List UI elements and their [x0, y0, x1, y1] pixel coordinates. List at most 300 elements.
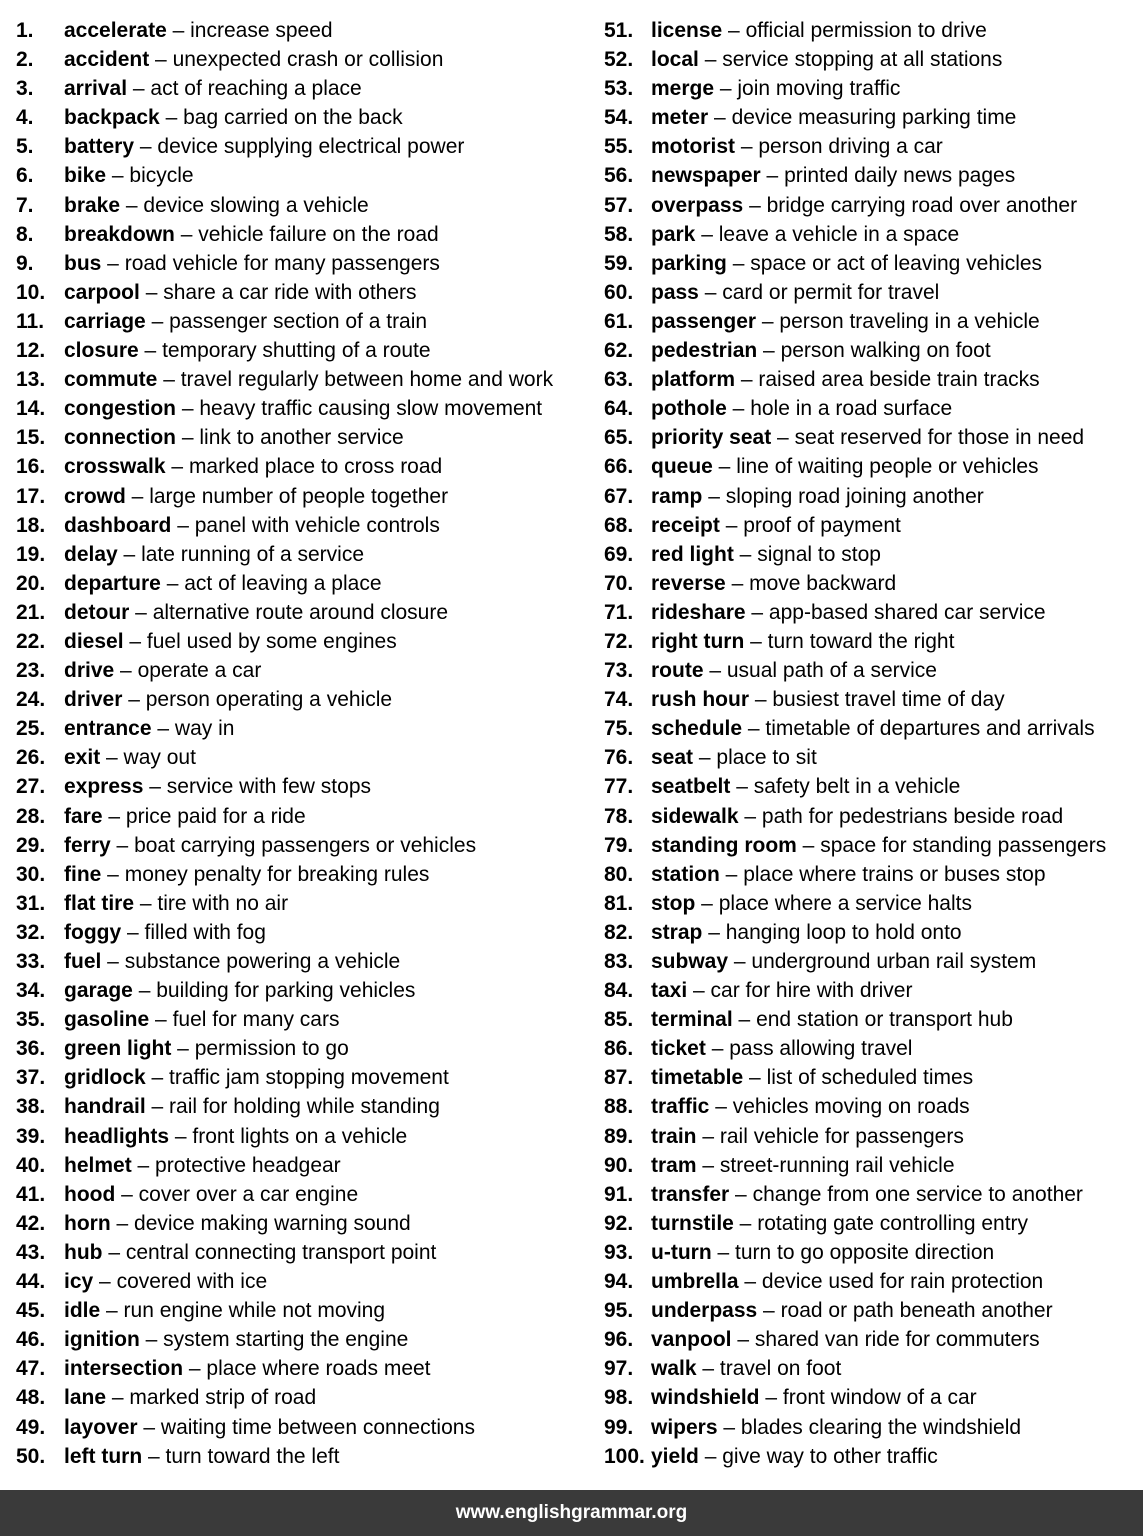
entry-term: seatbelt — [651, 775, 731, 799]
entry-number: 93. — [604, 1240, 634, 1264]
vocabulary-entry — [604, 1063, 1134, 1092]
vocabulary-entry — [604, 1180, 1134, 1209]
vocabulary-entry — [604, 278, 1134, 307]
entry-separator: – — [696, 1357, 720, 1381]
entry-separator: – — [730, 775, 754, 799]
vocabulary-entry — [604, 1122, 1134, 1151]
entry-term: station — [651, 862, 720, 886]
entry-separator: – — [138, 339, 163, 363]
entry-term: right turn — [651, 629, 745, 653]
entry-number: 25. — [16, 717, 46, 741]
entry-definition: join moving traffic — [737, 77, 901, 101]
entry-term: hub — [64, 1240, 103, 1264]
entry-number: 84. — [604, 979, 634, 1003]
entry-number: 26. — [16, 746, 46, 770]
entry-definition: service with few stops — [166, 775, 372, 799]
entry-term: breakdown — [64, 222, 175, 246]
entry-term: bike — [64, 164, 107, 188]
vocabulary-entry — [604, 598, 1134, 627]
vocabulary-entry — [16, 1209, 588, 1238]
entry-separator: – — [757, 339, 781, 363]
entry-number: 41. — [16, 1182, 46, 1206]
footer-website: www.englishgrammar.org — [455, 1502, 688, 1523]
entry-definition: central connecting transport point — [125, 1240, 437, 1264]
vocabulary-entry — [16, 394, 588, 423]
entry-term: brake — [64, 193, 121, 217]
entry-term: battery — [64, 135, 135, 159]
entry-separator: – — [743, 1066, 767, 1090]
entry-term: passenger — [651, 309, 757, 333]
entry-term: entrance — [64, 717, 152, 741]
entry-number: 42. — [16, 1211, 46, 1235]
vocabulary-entry — [604, 1413, 1134, 1442]
entry-number: 29. — [16, 833, 46, 857]
vocabulary-entry — [16, 365, 588, 394]
entry-term: dashboard — [64, 513, 172, 537]
entry-definition: building for parking vehicles — [156, 979, 416, 1003]
vocabulary-entry — [16, 1092, 588, 1121]
entry-definition: protective headgear — [155, 1153, 341, 1177]
entry-separator: – — [702, 920, 726, 944]
entry-separator: – — [722, 19, 746, 42]
entry-definition: pass allowing travel — [729, 1037, 913, 1061]
entry-term: rideshare — [651, 600, 746, 624]
entry-term: priority seat — [651, 426, 772, 450]
footer-bar — [0, 1490, 1143, 1536]
vocabulary-entry — [16, 1325, 588, 1354]
entry-separator: – — [712, 455, 737, 479]
entry-definition: device supplying electrical power — [157, 135, 465, 159]
vocabulary-entry — [16, 511, 588, 540]
entry-separator: – — [110, 1211, 135, 1235]
entry-separator: – — [145, 1066, 170, 1090]
entry-term: carpool — [64, 280, 140, 304]
entry-separator: – — [714, 77, 738, 101]
entry-term: stop — [651, 891, 696, 915]
entry-separator: – — [110, 833, 135, 857]
entry-number: 37. — [16, 1066, 46, 1090]
vocabulary-entry — [604, 831, 1134, 860]
entry-separator: – — [749, 688, 773, 712]
entry-definition: place where roads meet — [206, 1357, 431, 1381]
entry-separator: – — [151, 717, 175, 741]
vocabulary-entry — [16, 1296, 588, 1325]
entry-term: accident — [64, 48, 150, 72]
entry-term: seat — [651, 746, 694, 770]
entry-definition: link to another service — [199, 426, 404, 450]
entry-term: receipt — [651, 513, 720, 537]
vocabulary-entry — [16, 656, 588, 685]
vocabulary-entry — [16, 569, 588, 598]
vocabulary-entry — [16, 1442, 588, 1471]
entry-number: 7. — [16, 193, 34, 217]
vocabulary-entry — [604, 103, 1134, 132]
vocabulary-entry — [16, 889, 588, 918]
entry-separator: – — [159, 106, 184, 130]
entry-number: 39. — [16, 1124, 46, 1148]
entry-definition: turn toward the left — [165, 1444, 340, 1468]
entry-separator: – — [137, 1415, 161, 1439]
entry-number: 20. — [16, 571, 46, 595]
entry-definition: heavy traffic causing slow movement — [199, 397, 543, 421]
entry-separator: – — [142, 1444, 166, 1468]
entry-number: 5. — [16, 135, 34, 159]
entry-definition: change from one service to another — [752, 1182, 1083, 1206]
entry-definition: substance powering a vehicle — [124, 950, 401, 973]
entry-number: 9. — [16, 251, 34, 275]
vocabulary-entry — [604, 860, 1134, 889]
entry-definition: rail vehicle for passengers — [719, 1124, 964, 1148]
entry-term: departure — [64, 571, 161, 595]
entry-definition: device measuring parking time — [731, 106, 1017, 130]
entry-term: subway — [651, 950, 729, 973]
entry-definition: unexpected crash or collision — [172, 48, 444, 72]
entry-term: exit — [64, 746, 101, 770]
entry-number: 72. — [604, 629, 634, 653]
vocabulary-entry — [604, 16, 1134, 45]
entry-number: 76. — [604, 746, 634, 770]
entry-term: train — [651, 1124, 697, 1148]
vocabulary-entry — [16, 482, 588, 511]
entry-term: local — [651, 48, 699, 72]
entry-definition: rotating gate controlling entry — [757, 1211, 1029, 1235]
entry-separator: – — [139, 1328, 164, 1352]
vocabulary-entry — [16, 1151, 588, 1180]
entry-term: pass — [651, 280, 699, 304]
entry-term: umbrella — [651, 1270, 739, 1294]
vocabulary-entry — [604, 976, 1134, 1005]
entry-number: 45. — [16, 1299, 46, 1323]
entry-definition: give way to other traffic — [722, 1444, 938, 1468]
entry-definition: act of leaving a place — [184, 571, 382, 595]
entry-number: 2. — [16, 48, 34, 72]
entry-definition: travel regularly between home and work — [180, 368, 554, 392]
entry-number: 11. — [16, 309, 45, 333]
entry-separator: – — [171, 1037, 195, 1061]
vocabulary-entry — [16, 1238, 588, 1267]
vocabulary-column-right — [604, 16, 1134, 1471]
entry-definition: road or path beneath another — [780, 1299, 1053, 1323]
vocabulary-entry — [604, 656, 1134, 685]
entry-number: 67. — [604, 484, 634, 508]
vocabulary-entry — [16, 831, 588, 860]
entry-number: 34. — [16, 979, 46, 1003]
entry-definition: car for hire with driver — [710, 979, 913, 1003]
entry-definition: vehicle failure on the road — [198, 222, 439, 246]
vocabulary-entry — [16, 74, 588, 103]
entry-definition: line of waiting people or vehicles — [736, 455, 1039, 479]
entry-definition: seat reserved for those in need — [794, 426, 1085, 450]
entry-number: 15. — [16, 426, 46, 450]
entry-separator: – — [687, 979, 711, 1003]
entry-number: 63. — [604, 368, 634, 392]
entry-separator: – — [117, 542, 142, 566]
vocabulary-entry — [16, 191, 588, 220]
vocabulary-entry — [16, 1122, 588, 1151]
entry-definition: sloping road joining another — [725, 484, 984, 508]
vocabulary-entry — [604, 743, 1134, 772]
entry-separator: – — [698, 280, 723, 304]
vocabulary-entry — [604, 1267, 1134, 1296]
entry-separator: – — [738, 804, 762, 828]
entry-number: 51. — [604, 19, 634, 42]
vocabulary-entry — [604, 714, 1134, 743]
entry-term: queue — [651, 455, 713, 479]
entry-number: 65. — [604, 426, 634, 450]
entry-definition: cover over a car engine — [138, 1182, 359, 1206]
entry-term: timetable — [651, 1066, 744, 1090]
vocabulary-entry — [604, 1151, 1134, 1180]
entry-definition: person walking on foot — [780, 339, 991, 363]
entry-separator: – — [183, 1357, 207, 1381]
vocabulary-entry — [604, 394, 1134, 423]
entry-definition: raised area beside train tracks — [758, 368, 1040, 392]
entry-separator: – — [696, 1153, 720, 1177]
entry-number: 3. — [16, 77, 34, 101]
entry-term: arrival — [64, 77, 128, 101]
vocabulary-entry — [16, 714, 588, 743]
entry-definition: blades clearing the windshield — [740, 1415, 1022, 1439]
vocabulary-entry — [604, 889, 1134, 918]
entry-term: fuel — [64, 950, 102, 973]
entry-term: left turn — [64, 1444, 143, 1468]
entry-number: 16. — [16, 455, 46, 479]
entry-term: headlights — [64, 1124, 170, 1148]
entry-term: platform — [651, 368, 735, 392]
entry-definition: rail for holding while standing — [169, 1095, 440, 1119]
entry-term: detour — [64, 600, 130, 624]
entry-term: gasoline — [64, 1008, 150, 1032]
entry-term: ignition — [64, 1328, 140, 1352]
entry-separator: – — [731, 1328, 755, 1352]
entry-term: gridlock — [64, 1066, 146, 1090]
entry-definition: traffic jam stopping movement — [169, 1066, 449, 1090]
entry-number: 78. — [604, 804, 634, 828]
entry-separator: – — [160, 571, 185, 595]
entry-definition: share a car ride with others — [163, 280, 417, 304]
entry-definition: panel with vehicle controls — [194, 513, 440, 537]
entry-number: 48. — [16, 1386, 46, 1410]
vocabulary-entry — [16, 1180, 588, 1209]
entry-term: fine — [64, 862, 102, 886]
entry-separator: – — [757, 1299, 781, 1323]
entry-number: 95. — [604, 1299, 634, 1323]
entry-separator: – — [125, 484, 150, 508]
entry-separator: – — [174, 222, 199, 246]
entry-separator: – — [171, 513, 195, 537]
vocabulary-entry — [16, 685, 588, 714]
vocabulary-entry — [16, 1063, 588, 1092]
entry-number: 46. — [16, 1328, 46, 1352]
entry-definition: fuel for many cars — [172, 1008, 340, 1032]
entry-separator: – — [705, 1037, 730, 1061]
entry-separator: – — [745, 600, 769, 624]
entry-term: driver — [64, 688, 123, 712]
entry-term: crowd — [64, 484, 126, 508]
entry-definition: bag carried on the back — [183, 106, 403, 130]
entry-term: ferry — [64, 833, 111, 857]
entry-term: diesel — [64, 629, 124, 653]
entry-number: 19. — [16, 542, 46, 566]
entry-number: 8. — [16, 222, 34, 246]
entry-definition: printed daily news pages — [784, 164, 1016, 188]
entry-number: 61. — [604, 309, 634, 333]
entry-number: 6. — [16, 164, 34, 188]
entry-number: 74. — [604, 688, 634, 712]
entry-separator: – — [733, 542, 758, 566]
entry-number: 49. — [16, 1415, 46, 1439]
entry-term: red light — [651, 542, 734, 566]
entry-definition: front window of a car — [782, 1386, 977, 1410]
vocabulary-entry — [604, 1209, 1134, 1238]
entry-definition: temporary shutting of a route — [162, 339, 431, 363]
entry-number: 68. — [604, 513, 634, 537]
vocabulary-entry — [16, 161, 588, 190]
vocabulary-entry — [604, 540, 1134, 569]
entry-term: park — [651, 222, 696, 246]
vocabulary-entry — [604, 1238, 1134, 1267]
entry-number: 88. — [604, 1095, 634, 1119]
entry-number: 27. — [16, 775, 46, 799]
entry-term: ticket — [651, 1037, 706, 1061]
entry-term: crosswalk — [64, 455, 166, 479]
entry-separator: – — [157, 368, 181, 392]
entry-separator: – — [738, 1270, 762, 1294]
entry-separator: – — [115, 1182, 139, 1206]
entry-number: 86. — [604, 1037, 634, 1061]
vocabulary-entry — [16, 220, 588, 249]
entry-term: overpass — [651, 193, 744, 217]
entry-number: 75. — [604, 717, 634, 741]
entry-term: handrail — [64, 1095, 146, 1119]
entry-separator: – — [143, 775, 167, 799]
entry-separator: – — [100, 746, 124, 770]
entry-separator: – — [121, 920, 145, 944]
entry-number: 10. — [16, 280, 46, 304]
entry-separator: – — [709, 1095, 733, 1119]
vocabulary-entry — [604, 249, 1134, 278]
vocabulary-entry — [604, 452, 1134, 481]
entry-number: 12. — [16, 339, 46, 363]
vocabulary-entry — [604, 132, 1134, 161]
vocabulary-entry — [604, 947, 1134, 976]
entry-term: license — [651, 19, 723, 42]
entry-term: layover — [64, 1415, 138, 1439]
entry-number: 77. — [604, 775, 634, 799]
entry-separator: – — [771, 426, 795, 450]
entry-term: reverse — [651, 571, 726, 595]
vocabulary-entry — [16, 772, 588, 801]
entry-term: sidewalk — [651, 804, 739, 828]
vocabulary-entry — [604, 1383, 1134, 1412]
entry-separator: – — [702, 484, 726, 508]
entry-separator: – — [735, 368, 759, 392]
entry-number: 54. — [604, 106, 634, 130]
entry-separator: – — [744, 629, 768, 653]
entry-term: drive — [64, 659, 115, 683]
entry-separator: – — [726, 251, 751, 275]
entry-number: 79. — [604, 833, 634, 857]
entry-definition: hole in a road surface — [750, 397, 953, 421]
entry-definition: leave a vehicle in a space — [718, 222, 960, 246]
vocabulary-entry — [16, 860, 588, 889]
entry-definition: turn to go opposite direction — [735, 1240, 995, 1264]
entry-definition: person operating a vehicle — [145, 688, 393, 712]
entry-number: 22. — [16, 629, 46, 653]
entry-separator: – — [101, 862, 125, 886]
entry-number: 47. — [16, 1357, 46, 1381]
entry-definition: end station or transport hub — [756, 1008, 1013, 1032]
entry-separator: – — [717, 1415, 741, 1439]
entry-definition: signal to stop — [757, 542, 881, 566]
entry-separator: – — [176, 397, 200, 421]
entry-definition: hanging loop to hold onto — [725, 920, 962, 944]
vocabulary-list — [0, 16, 1143, 1474]
entry-definition: passenger section of a train — [169, 309, 428, 333]
entry-separator: – — [120, 193, 144, 217]
entry-term: newspaper — [651, 164, 761, 188]
entry-term: connection — [64, 426, 177, 450]
entry-separator: – — [106, 1386, 130, 1410]
entry-number: 24. — [16, 688, 46, 712]
entry-separator: – — [166, 19, 191, 42]
vocabulary-entry — [604, 220, 1134, 249]
entry-separator: – — [695, 222, 719, 246]
entry-separator: – — [711, 1240, 736, 1264]
entry-definition: late running of a service — [141, 542, 365, 566]
entry-separator: – — [114, 659, 138, 683]
entry-number: 91. — [604, 1182, 634, 1206]
entry-definition: busiest travel time of day — [772, 688, 1005, 712]
vocabulary-entry — [604, 1296, 1134, 1325]
vocabulary-entry — [604, 627, 1134, 656]
entry-number: 33. — [16, 950, 46, 973]
vocabulary-entry — [16, 976, 588, 1005]
entry-definition: official permission to drive — [745, 19, 987, 42]
entry-definition: underground urban rail system — [751, 950, 1037, 973]
entry-separator: – — [693, 746, 717, 770]
entry-separator: – — [149, 48, 173, 72]
entry-definition: marked strip of road — [129, 1386, 317, 1410]
entry-number: 66. — [604, 455, 634, 479]
vocabulary-entry — [16, 336, 588, 365]
entry-separator: – — [719, 862, 744, 886]
vocabulary-entry — [16, 598, 588, 627]
vocabulary-entry — [16, 1354, 588, 1383]
entry-separator: – — [145, 1095, 170, 1119]
vocabulary-entry — [604, 772, 1134, 801]
entry-definition: large number of people together — [149, 484, 449, 508]
entry-term: accelerate — [64, 19, 167, 42]
entry-number: 52. — [604, 48, 634, 72]
entry-separator: – — [696, 1124, 720, 1148]
entry-definition: street-running rail vehicle — [719, 1153, 955, 1177]
vocabulary-entry — [604, 1442, 1134, 1471]
entry-definition: timetable of departures and arrivals — [765, 717, 1095, 741]
entry-separator: – — [93, 1270, 117, 1294]
entry-definition: path for pedestrians beside road — [761, 804, 1064, 828]
entry-separator: – — [728, 950, 752, 973]
entry-separator: – — [139, 280, 164, 304]
vocabulary-entry — [604, 1092, 1134, 1121]
entry-term: congestion — [64, 397, 177, 421]
vocabulary-entry — [604, 511, 1134, 540]
entry-term: wipers — [651, 1415, 718, 1439]
entry-term: rush hour — [651, 688, 749, 712]
entry-definition: space or act of leaving vehicles — [750, 251, 1043, 275]
vocabulary-entry — [604, 336, 1134, 365]
entry-definition: money penalty for breaking rules — [124, 862, 430, 886]
